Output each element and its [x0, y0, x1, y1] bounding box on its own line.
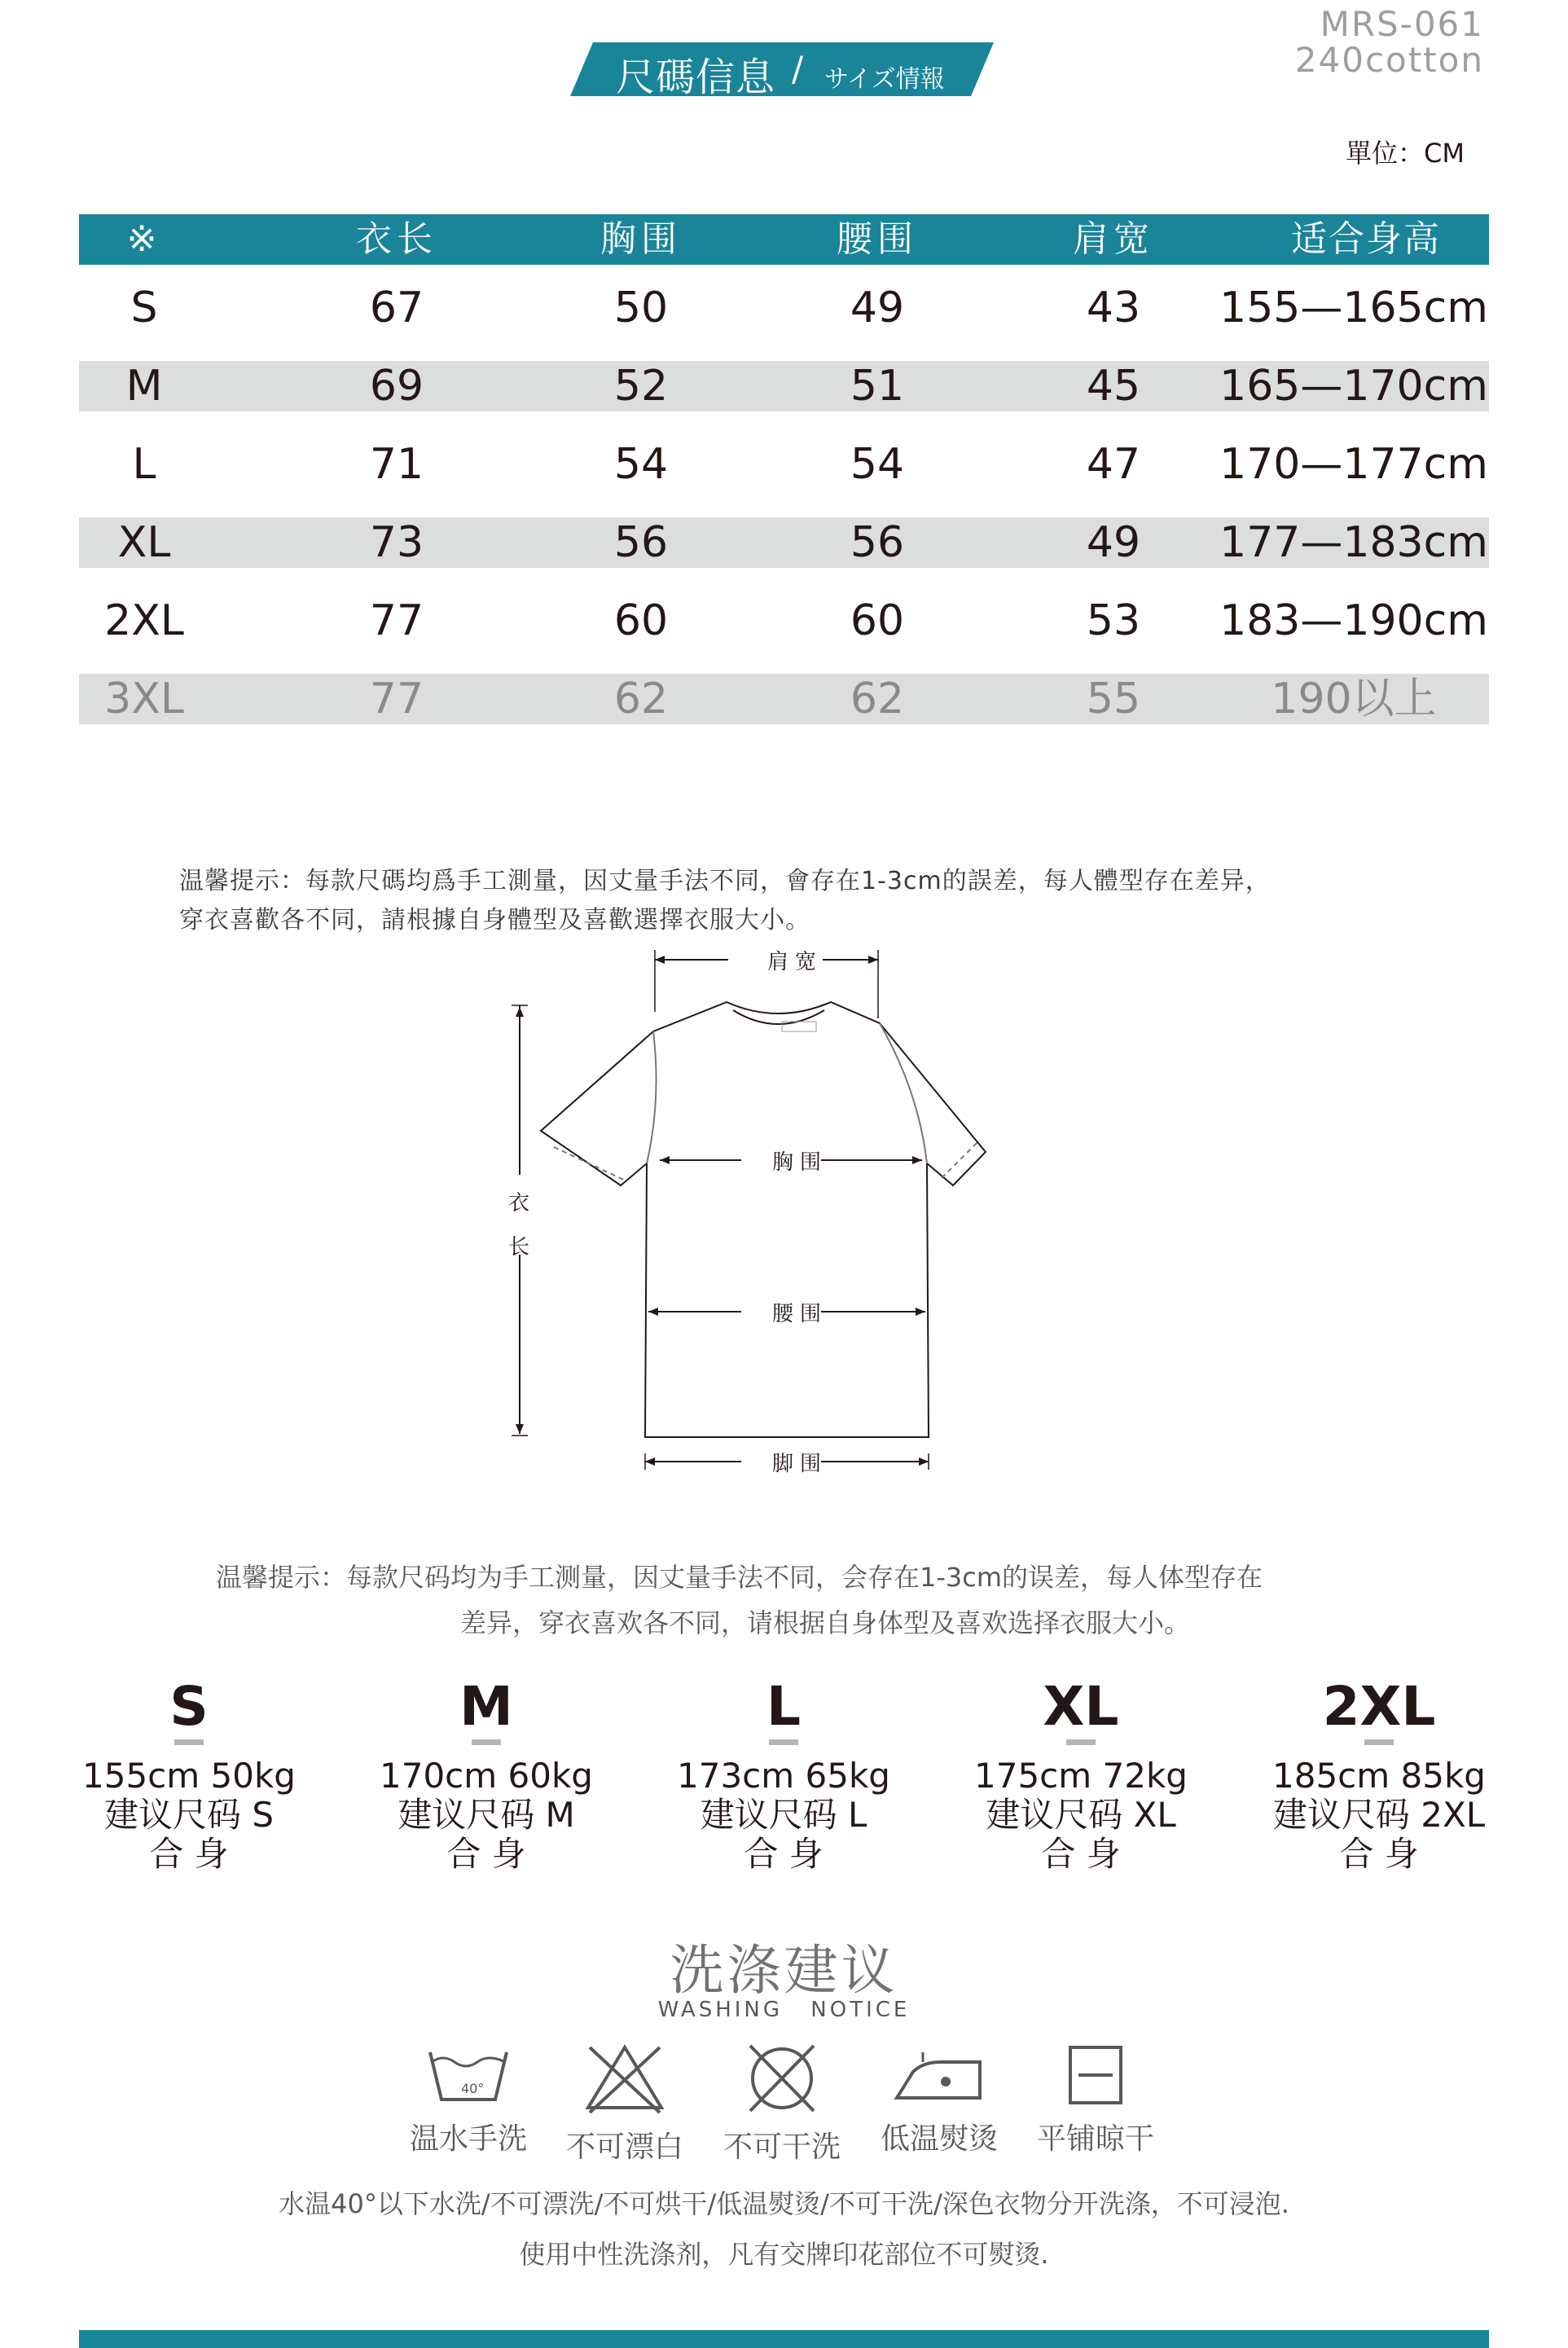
reco-divider [1364, 1739, 1394, 1745]
reco-advice: 建议尺码 S [103, 1795, 274, 1835]
cell-chest: 62 [613, 675, 669, 723]
reco-size: XL [1043, 1675, 1119, 1738]
product-code-block [1294, 4, 1484, 80]
fabric-label: 240cotton [1294, 40, 1484, 80]
label-hem: 脚围 [772, 1452, 828, 1476]
cell-size: M [125, 362, 163, 411]
cell-height: 177—183cm [1219, 518, 1488, 567]
table-row [79, 421, 1489, 499]
cell-waist: 54 [850, 440, 905, 489]
reco-fit: 合 身 [744, 1834, 824, 1874]
no-dry-clean-icon [737, 2041, 827, 2114]
reco-divider [1066, 1739, 1096, 1745]
washing-subtitle: WASHING NOTICE [657, 1998, 911, 2022]
tshirt-measurement-diagram [456, 937, 1108, 1491]
note-line: 穿衣喜歡各不同，請根據自身體型及喜歡選擇衣服大小。 [179, 906, 810, 934]
reco-size: 2XL [1322, 1675, 1436, 1738]
cell-height: 190以上 [1271, 675, 1437, 723]
cell-length: 69 [369, 362, 424, 411]
reco-advice: 建议尺码 L [700, 1795, 867, 1835]
reco-fit: 合 身 [446, 1834, 526, 1874]
cell-height: 155—165cm [1219, 284, 1488, 332]
table-row [79, 343, 1489, 421]
flat-dry-icon [1059, 2041, 1132, 2106]
reco-body: 173cm 65kg [677, 1756, 890, 1796]
cell-size: L [132, 440, 156, 489]
no-bleach-icon [580, 2041, 670, 2114]
cell-chest: 60 [613, 596, 669, 645]
cell-chest: 52 [613, 362, 669, 411]
cell-waist: 51 [850, 362, 905, 411]
col-header-waist: 腰围 [837, 218, 918, 260]
care-item [862, 2041, 1017, 2157]
care-label: 平铺晾干 [1036, 2122, 1154, 2156]
cell-shoulder: 45 [1086, 362, 1141, 411]
cell-height: 165—170cm [1219, 362, 1488, 411]
tshirt-outline-icon [456, 937, 1108, 1491]
svg-text:40°: 40° [461, 2081, 485, 2096]
cell-height: 170—177cm [1219, 440, 1488, 489]
bottom-accent-bar [79, 2330, 1489, 2348]
reco-size: M [459, 1675, 513, 1738]
care-label: 不可干洗 [723, 2130, 841, 2164]
reco-advice: 建议尺码 M [397, 1795, 575, 1835]
cell-length: 77 [369, 596, 424, 645]
reco-advice: 建议尺码 2XL [1272, 1795, 1486, 1835]
reco-body: 170cm 60kg [380, 1756, 593, 1796]
unit-label: 單位：CM [1346, 138, 1465, 169]
care-item [391, 2041, 546, 2157]
cell-shoulder: 43 [1086, 284, 1141, 332]
table-row [79, 578, 1489, 656]
page-title: 尺碼信息 [616, 55, 776, 100]
cell-chest: 50 [613, 284, 669, 332]
care-item [1018, 2041, 1173, 2157]
cell-chest: 56 [613, 518, 669, 567]
low-iron-icon [890, 2041, 988, 2106]
reco-size: S [169, 1675, 209, 1738]
care-line: 水温40°以下水洗/不可漂洗/不可烘干/低温熨烫/不可干洗/深色衣物分开洗涤，不可浸泡. [279, 2188, 1289, 2219]
reco-size: L [766, 1675, 802, 1738]
hand-wash-40-icon [424, 2041, 513, 2106]
care-item [705, 2041, 859, 2166]
reco-fit: 合 身 [149, 1834, 229, 1874]
title-banner [570, 42, 994, 100]
size-recommendation [947, 1674, 1215, 1874]
care-label: 温水手洗 [409, 2122, 527, 2156]
cell-shoulder: 53 [1086, 596, 1141, 645]
cell-shoulder: 55 [1086, 675, 1141, 723]
col-header-height: 适合身高 [1291, 218, 1441, 260]
care-label: 低温熨烫 [880, 2122, 998, 2156]
reco-divider [174, 1739, 204, 1745]
cell-length: 77 [369, 675, 424, 723]
cell-waist: 60 [850, 596, 905, 645]
col-header-chest: 胸围 [600, 218, 682, 260]
size-table [79, 214, 1489, 734]
cell-size: 3XL [104, 675, 184, 723]
label-length-bottom: 长 [508, 1235, 537, 1260]
cell-length: 67 [369, 284, 424, 332]
reco-body: 185cm 85kg [1272, 1756, 1486, 1796]
reco-advice: 建议尺码 XL [986, 1795, 1176, 1835]
care-item [547, 2041, 702, 2166]
cell-height: 183—190cm [1219, 596, 1488, 645]
note-line: 差异，穿衣喜欢各不同，请根据自身体型及喜欢选择衣服大小。 [460, 1607, 1191, 1638]
reco-body: 155cm 50kg [82, 1756, 296, 1796]
cell-size: XL [117, 518, 171, 567]
cell-shoulder: 47 [1086, 440, 1141, 489]
title-separator: / [792, 49, 804, 89]
cell-length: 71 [369, 440, 424, 489]
label-shoulder: 肩宽 [767, 950, 824, 974]
care-instructions [0, 2179, 1568, 2280]
model-code: MRS-061 [1320, 4, 1484, 44]
size-recommendation [352, 1674, 621, 1874]
label-length-top: 衣 [508, 1191, 537, 1216]
washing-title: 洗涤建议 [670, 1939, 898, 2002]
table-header [79, 214, 1489, 265]
col-header-shoulder: 肩宽 [1073, 218, 1154, 260]
reco-divider [769, 1739, 798, 1745]
table-row [79, 265, 1489, 343]
cell-waist: 62 [850, 675, 905, 723]
size-recommendation [649, 1674, 918, 1874]
table-row [79, 499, 1489, 578]
col-header-mark: ※ [126, 218, 162, 260]
reco-fit: 合 身 [1041, 1834, 1121, 1874]
reco-fit: 合 身 [1339, 1834, 1419, 1874]
care-label: 不可漂白 [565, 2130, 683, 2164]
cell-chest: 54 [613, 440, 669, 489]
cell-size: S [130, 284, 158, 332]
size-recommendation [1245, 1674, 1513, 1874]
label-waist: 腰围 [772, 1302, 828, 1326]
measurement-note-traditional [179, 862, 1271, 940]
cell-waist: 49 [850, 284, 905, 332]
label-chest: 胸围 [772, 1150, 828, 1175]
table-row [79, 656, 1489, 734]
col-header-length: 衣长 [356, 218, 437, 260]
note-line: 温馨提示：每款尺码均为手工测量，因丈量手法不同，会存在1-3cm的误差，每人体型存在 [216, 1562, 1263, 1593]
size-recommendation [55, 1674, 323, 1874]
reco-divider [472, 1739, 501, 1745]
cell-length: 73 [369, 518, 424, 567]
page-subtitle: サイズ情報 [824, 65, 945, 94]
care-line: 使用中性洗涤剂，凡有交牌印花部位不可熨烫. [519, 2239, 1049, 2270]
cell-size: 2XL [104, 596, 184, 645]
reco-body: 175cm 72kg [974, 1756, 1188, 1796]
cell-shoulder: 49 [1086, 518, 1141, 567]
cell-waist: 56 [850, 518, 905, 567]
note-line: 温馨提示：每款尺碼均爲手工測量，因丈量手法不同，會存在1-3cm的誤差，每人體型存在差异， [179, 867, 1271, 895]
